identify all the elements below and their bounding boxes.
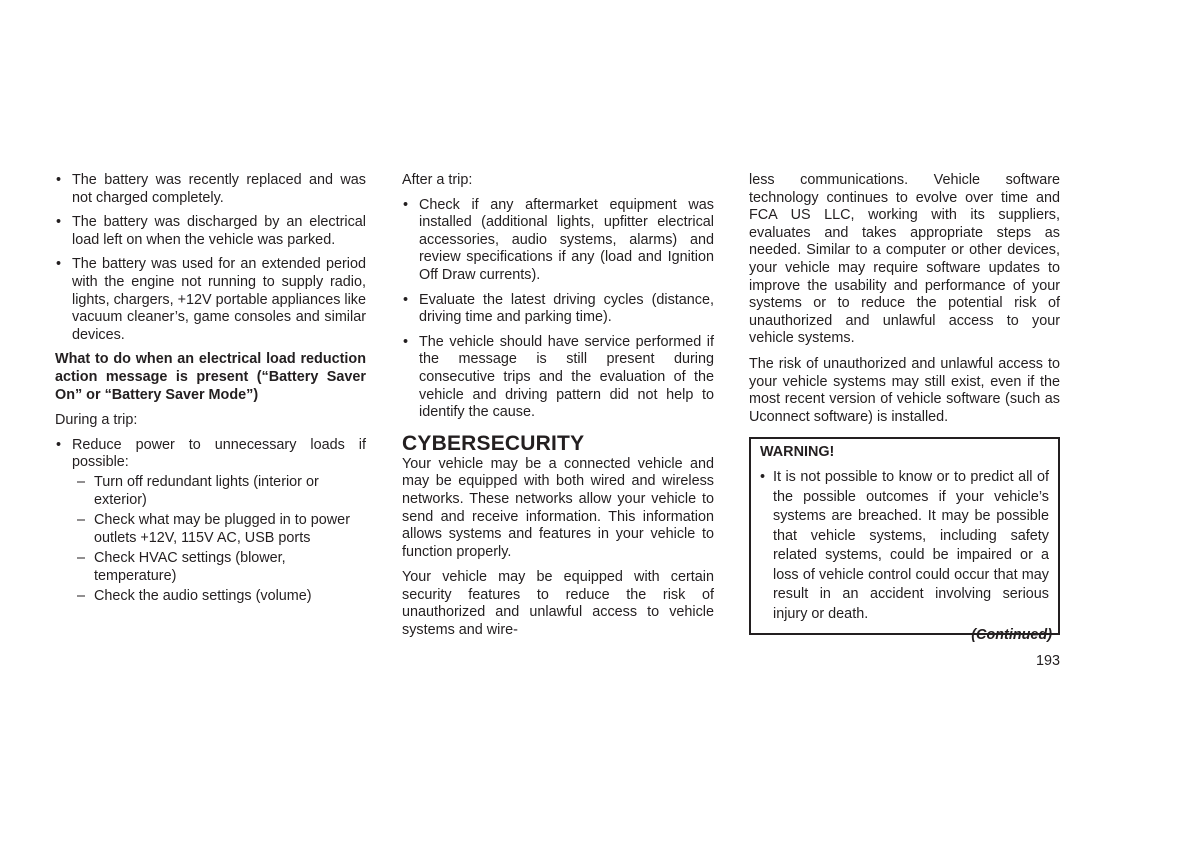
sublist-item: – Turn off redundant lights (interior or exterior) <box>72 474 366 509</box>
list-item: • The battery was used for an extended period with the engine not running to supply radio, lights, chargers, +12V portable appliances like vacuum cleaner’s, game consoles and similar devices. <box>55 256 366 344</box>
reduce-power-sublist <box>72 474 366 606</box>
software-paragraph: less communications. Vehicle software technology continues to evolve over time and FCA US LLC, working with its suppliers, evaluates and takes appropriate steps as needed. Similar to a computer or other devices, your vehicle may require software updates to improve the usability and performance of your systems or to reduce the potential risk of unauthorized and unlawful access to your vehicle systems. <box>749 172 1060 347</box>
sublist-item: – Check the audio settings (volume) <box>72 588 366 606</box>
battery-causes-list <box>55 172 366 344</box>
page-number: 193 <box>1035 653 1060 669</box>
load-reduction-subheading: What to do when an electrical load reduction action message is present (“Battery Saver On” or “Battery Saver Mode”) <box>55 351 366 403</box>
reduce-power-text: Reduce power to unnecessary loads if possible: <box>72 436 366 471</box>
continued-marker: (Continued) <box>971 627 1052 643</box>
after-trip-label: After a trip: <box>402 172 473 188</box>
sublist-item: – Check HVAC settings (blower, temperature) <box>72 550 366 585</box>
warning-box <box>749 437 1060 634</box>
list-item: • Evaluate the latest driving cycles (distance, driving time and parking time). <box>402 292 714 327</box>
warning-title: WARNING! <box>760 444 835 461</box>
left-column <box>55 172 366 613</box>
risk-paragraph: The risk of unauthorized and unlawful access to your vehicle systems may still exist, even if the most recent version of vehicle software (such as Uconnect software) is installed. <box>749 355 1060 425</box>
sublist-item: – Check what may be plugged in to power outlets +12V, 115V AC, USB ports <box>72 512 366 547</box>
list-item: • The battery was discharged by an electrical load left on when the vehicle was parked. <box>55 214 366 249</box>
security-features-paragraph: Your vehicle may be equipped with certain security features to reduce the risk of unauthorized and unlawful access to vehicle systems and wire- <box>402 569 714 639</box>
list-item: • The battery was recently replaced and was not charged completely. <box>55 172 366 207</box>
right-column <box>749 172 1060 635</box>
list-item: • The vehicle should have service performed if the message is still present during consecutive trips and the evaluation of the vehicle and driving pattern did not help to identify the cause. <box>402 334 714 422</box>
cybersecurity-paragraph: Your vehicle may be a connected vehicle and may be equipped with both wired and wireless networks. These networks allow your vehicle to send and receive information. This information allows systems and features in your vehicle to function properly. <box>402 455 714 560</box>
list-item <box>55 437 366 606</box>
middle-column <box>402 172 714 640</box>
warning-list <box>760 468 1049 625</box>
warning-item: • It is not possible to know or to predict all of the possible outcomes if your vehicle’s systems are breached. It may be possible that vehicle systems, including safety related systems, could be impaired or a loss of vehicle control could occur that may result in an accident involving serious injury or death. <box>760 468 1049 625</box>
section-title: CYBERSECURITY <box>402 431 585 455</box>
during-trip-label: During a trip: <box>55 412 138 429</box>
during-trip-list <box>55 437 366 606</box>
after-trip-list <box>402 197 714 422</box>
list-item: • Check if any aftermarket equipment was installed (additional lights, upfitter electrical accessories, audio systems, alarms) and review specifications if any (load and Ignition Off Draw currents). <box>402 197 714 285</box>
